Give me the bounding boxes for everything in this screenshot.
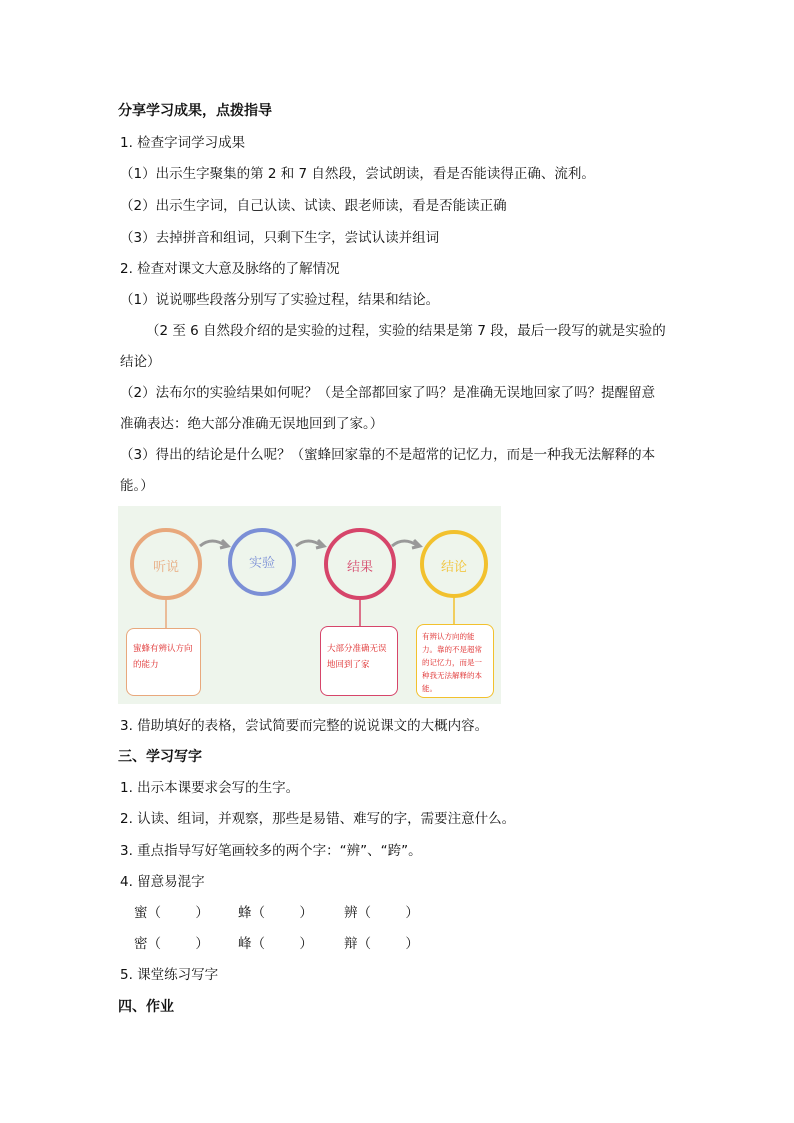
confuse-char-6: 辩（ ） [344, 936, 419, 952]
flow-diagram [118, 506, 501, 704]
section-heading-homework: 四、作业 [118, 999, 174, 1015]
box-conclusion: 有辨认方向的能力。靠的不是超常的记忆力，而是一种我无法解释的本能。 [416, 624, 494, 698]
confuse-char-5: 峰（ ） [238, 936, 313, 952]
writing-item-4: 4. 留意易混字 [120, 874, 205, 890]
item-2: 2. 检查对课文大意及脉络的了解情况 [120, 261, 340, 277]
section-heading-writing: 三、学习写字 [118, 749, 202, 765]
circle-label-experiment: 实验 [248, 556, 275, 571]
box-listen: 蜜蜂有辨认方向的能力 [126, 628, 201, 696]
confuse-char-3: 辨（ ） [344, 905, 419, 921]
item-2-2-cont: 准确表达：绝大部分准确无误地回到了家。） [120, 416, 384, 432]
item-2-2: （2）法布尔的实验结果如何呢？（是全部都回家了吗？是准确无误地回家了吗？提醒留意 [120, 385, 656, 401]
item-2-3-cont: 能。） [120, 478, 154, 494]
writing-item-3: 3. 重点指导写好笔画较多的两个字：“辨”、“跨”。 [120, 843, 422, 859]
writing-item-5: 5. 课堂练习写字 [120, 967, 219, 983]
item-1: 1. 检查字词学习成果 [120, 135, 246, 151]
circle-label-result: 结果 [346, 560, 373, 575]
confuse-char-2: 蜂（ ） [238, 905, 313, 921]
item-1-2: （2）出示生字词，自己认读、试读、跟老师读，看是否能读正确 [120, 198, 507, 214]
item-2-1: （1）说说哪些段落分别写了实验过程，结果和结论。 [120, 292, 440, 308]
item-1-3: （3）去掉拼音和组词，只剩下生字，尝试认读并组词 [120, 230, 440, 246]
circle-label-listen: 听说 [152, 560, 179, 575]
item-2-1-answer: （2 至 6 自然段介绍的是实验的过程，实验的结果是第 7 段，最后一段写的就是实验的 [146, 323, 666, 339]
item-2-3: （3）得出的结论是什么呢？（蜜蜂回家靠的不是超常的记忆力，而是一种我无法解释的本 [120, 447, 656, 463]
item-2-1-answer-cont: 结论） [120, 354, 161, 370]
section-heading-share: 分享学习成果，点拨指导 [118, 103, 272, 119]
item-3: 3. 借助填好的表格，尝试简要而完整的说说课文的大概内容。 [120, 718, 489, 734]
writing-item-1: 1. 出示本课要求会写的生字。 [120, 780, 300, 796]
box-result: 大部分准确无误地回到了家 [320, 626, 398, 696]
item-1-1: （1）出示生字聚集的第 2 和 7 自然段，尝试朗读，看是否能读得正确、流利。 [120, 166, 595, 182]
writing-item-2: 2. 认读、组词，并观察，那些是易错、难写的字，需要注意什么。 [120, 811, 516, 827]
confuse-char-1: 蜜（ ） [134, 905, 209, 921]
circle-label-conclusion: 结论 [440, 560, 467, 575]
confuse-char-4: 密（ ） [134, 936, 209, 952]
